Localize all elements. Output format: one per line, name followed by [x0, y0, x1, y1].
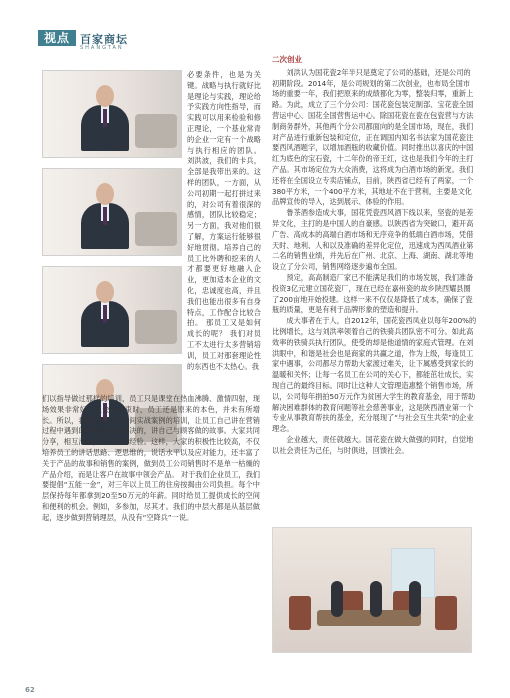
magazine-subtitle: SHANGTAN: [80, 45, 124, 51]
office-photo: [272, 527, 472, 653]
right-column: [272, 55, 477, 456]
paragraph: 成大事者在于人，自2012年，国花瓷西凤业以每年200%的比例增长，这与刘洪率领着自己的铁骑兵团队密不可分。如此高效率的铁骑兵执行团队，使受的却是他道情的家庭式管理。在刘洪眼中，和谐是社会也是商家的共赢之道，作为上级，每逢员工家中遇事，公司都尽力帮助大家渡过难关，让下属感受到家长的温暖和关怀；让每一名员工在公司的关心下，都能茁壮成长，实现自己的最终目标。同时让这种人文管理造惠整个销售市场，所以，公司每年捐拍50万元作为贫困大学生的教育基金，用于帮助解决困难群体的教育问题等社会慈善事业，这是陕西酒业第一个专业从事教育帮扶的基金，充分展现了“与社会互生共荣”的企业理念。: [272, 316, 477, 434]
bottom-column-text: 们以指导做过那样的培训，员工只是课堂在热血沸腾、激情四射，现场效果非常好，但会议结束时，员工还是原来的本色，并未有所增长。所以，我们注重员工之间实战案例的培训，让员工自己讲在营销过程中遇到的问题是如何解决的，讲自己与顾客做的故事。大家共同分享，相互沟通，传播好的经验。这样，大家的积极性比较高，不仅培养员工的讲话思路、逻思维的，说话水平以及应对能力，还丰富了关于产品的故事和销售的案例，做到员工公司销售时不是单一枯燥的产品介绍，而是让客户在故事中领会产品。 对于我们企业员工，我们要提倡“五能一金”，对三年以上员工的住房按揭由公司负担。每个中层保持每年都拿到20至50万元的年薪。同时给员工提供成长的空间和便利的机会。例如，多参加，尽其才。我们的中层大都是从基层做起，逐步做到营销理层，从没有“空降兵”一说。: [42, 394, 260, 522]
page-number: 62: [25, 686, 35, 694]
section-label: 视点: [38, 30, 76, 46]
paragraph: 刘洪认为国花瓷2年半只是奠定了公司的基础，还是公司的初期阶段。2014年，是公司规划的第二次创业，也布局全国市场的重要一年，我们把原来的成绩都化为零，整装归零，重新上路。为此，成立了三个分公司：国花瓷包装定制部、宝花瓷全国营运中心、国花全国营售运中心。除国花瓷在瓷在包瓷营与方法制商务群外，其他两个分公司都面向的是全国市场，现在，我们对产品进行重新包装和定位，正在调国内知名书法家为国花瓷注要西风酒题字，以增加酒瓶的收藏价值。同时推出以喜庆的中国红为底色的宝石瓷，十二年份的帝王红，这也是我们今年的主打产品。其市场定位为大众消费，这将成为白酒市场的新宠。我们还将在全国设立专卖店铺点，目前，陕西省已经有了两家，一个380平方米，一个400平方米，其地址不在于营利，主要是文化品牌宣传的导入，达到展示、体验的作用。: [272, 67, 474, 207]
portrait-photo-1: [42, 70, 182, 158]
left-column-text: 必要条件，也是为关键。战略与执行就好比是理论与实践，理论给予实践方向性指导，而实践可以用来检验和修正理论，一个基业常青的企业一定有一个战略与执行相应的团队。 刘洪波，我们的卡兵，全部是我带出来的。这样的团队，一方面，从公司初期一起打拼过来的，对公司有着很深的感情，团队比较稳定；另一方面，我对他们很了解，方案运行能够很好地贯彻。培养自己的员工比外聘和挖来的人才都要更好地融入企业，更加适本企业的文化，忠诚度也高，并且我们也能出很多有自身特点，工作配合比较合拍。 那员工又是如何成长的呢？ 我们对员工不太进行太多营销培训，员工对那套理论性的东西也不太热心。我: [187, 70, 261, 371]
section-title: 二次创业: [272, 55, 302, 64]
page-header: [0, 0, 510, 58]
paragraph: 预定，高高制造厂家已不能满足我们的市场发展，我们准备投资3亿元建立国花瓷厂，现在已经在嘉州瓷的故乡陕西耀县圈了200亩地开始投建。这样一来不仅仅是降低了成本，确保了瓷瓶的质量，更是有利于品牌形象的塑造和提升。: [272, 272, 474, 315]
portrait-photo-2: [42, 168, 182, 256]
magazine-title: 百家商坛: [80, 33, 128, 46]
paragraph: 鲁茶酒参造成大事，国花凭瓷西风酒下线以来，坚瓷的是差异文化，主打的是中国人的自豪感。以陕西省为突破口，避开高广告、高成本的高端白酒市场和无序竞争的低端白酒市场，凭借天时、地利、人和以及准确的差异化定位，迅速成为西凤酒业第二名的销售业绩，并先后在广州、北京、上海、湖南、湖北等地设立了分公司，销售网络逐步遍布全国。: [272, 208, 474, 272]
paragraph: 企业越大，责任就越大。国花瓷在做大做强的同时，自觉地以社会责任为己任，与时俱进，回馈社会。: [272, 434, 474, 455]
portrait-photo-3: [42, 266, 182, 354]
